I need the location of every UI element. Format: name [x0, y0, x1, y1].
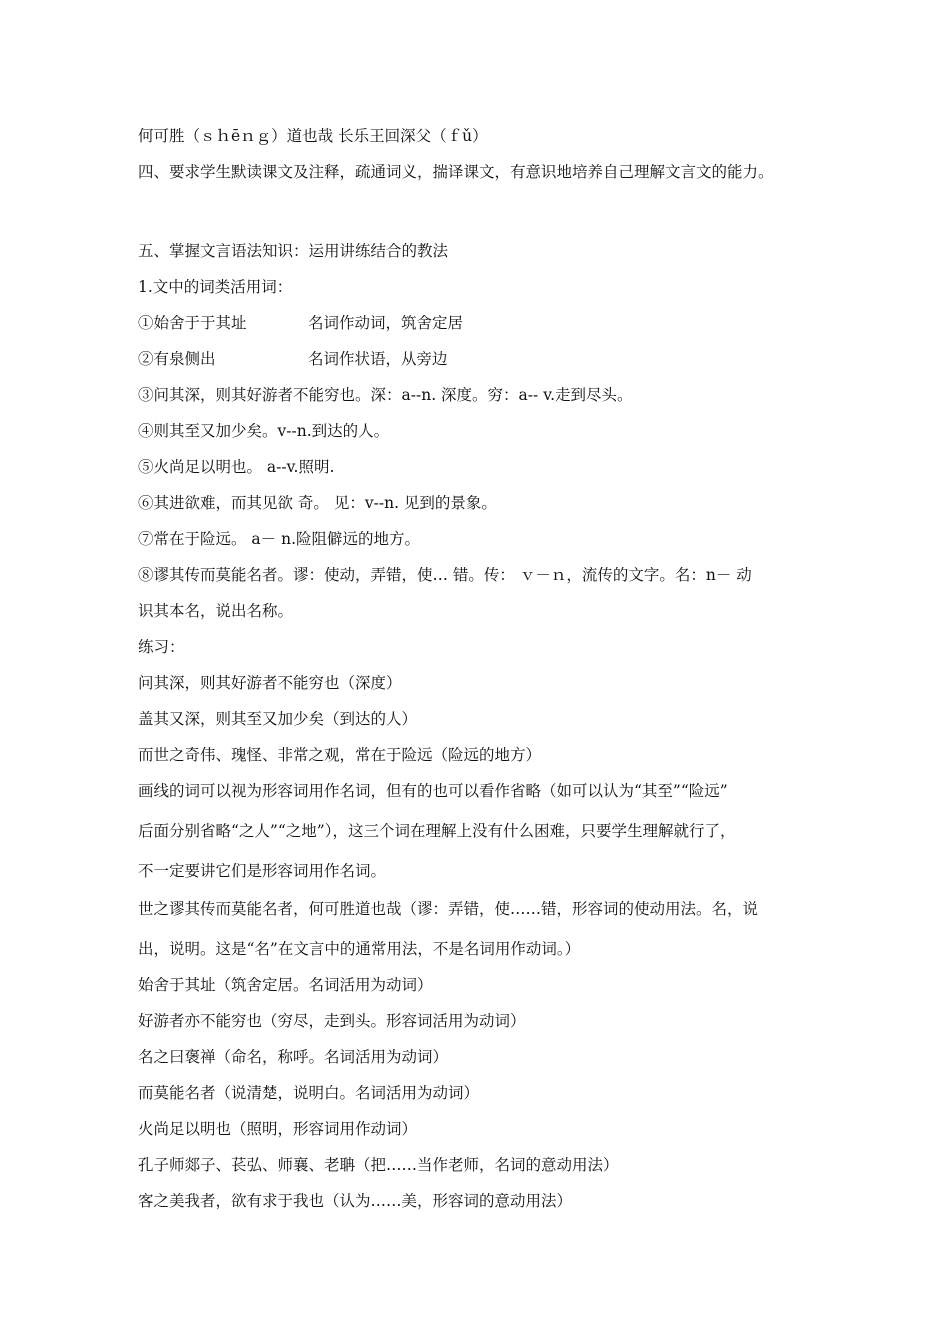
usage-item-4: ④则其至又加少矣。v--n.到达的人。	[138, 422, 390, 440]
practice-line: 盖其又深，则其至又加少矣（到达的人）	[138, 710, 418, 728]
usage-item-2	[138, 349, 216, 369]
practice-line: 火尚足以明也（照明，形容词用作动词）	[138, 1120, 418, 1138]
practice-line: 而莫能名者（说清楚，说明白。名词活用为动词）	[138, 1084, 480, 1102]
practice-line: 好游者亦不能穷也（穷尽，走到头。形容词活用为动词）	[138, 1012, 526, 1030]
usage-item-2-note: 名词作状语，从旁边	[308, 350, 448, 368]
practice-line: 问其深，则其好游者不能穷也（深度）	[138, 674, 402, 692]
pinyin-line: 何可胜（ｓｈēｎｇ）道也哉 长乐王回深父（ｆǔ）	[138, 127, 488, 145]
practice-line: 不一定要讲它们是形容词用作名词。	[138, 862, 387, 880]
practice-line: 名之曰褒禅（命名，称呼。名词活用为动词）	[138, 1048, 449, 1066]
usage-item-5: ⑤火尚足以明也。 a--v.照明.	[138, 458, 335, 476]
usage-item-1	[138, 313, 247, 333]
practice-line: 世之谬其传而莫能名者，何可胜道也哉（谬：弄错，使……错，形容词的使动用法。名，说	[138, 900, 759, 918]
usage-item-text: ②有泉侧出	[138, 350, 216, 368]
practice-label: 练习：	[138, 638, 185, 656]
practice-line: 始舍于其址（筑舍定居。名词活用为动词）	[138, 976, 433, 994]
section-4-paragraph: 四、要求学生默读课文及注释，疏通词义，揣译课文，有意识地培养自己理解文言文的能力。	[138, 163, 774, 181]
usage-item-6: ⑥其进欲难，而其见欲 奇。 见：v--n. 见到的景象。	[138, 494, 497, 512]
usage-item-8: ⑧谬其传而莫能名者。谬：使动，弄错，使… 错。传： ｖ－ｎ，流传的文字。名：n－ 动	[138, 566, 752, 584]
practice-line: 而世之奇伟、瑰怪、非常之观，常在于险远（险远的地方）	[138, 746, 542, 764]
practice-line: 孔子师郯子、苌弘、师襄、老聃（把……当作老师，名词的意动用法）	[138, 1156, 619, 1174]
usage-item-1-note: 名词作动词，筑舍定居	[308, 314, 464, 332]
practice-line: 客之美我者，欲有求于我也（认为……美，形容词的意动用法）	[138, 1192, 573, 1210]
item-1-title: 1.文中的词类活用词：	[138, 278, 293, 296]
practice-line: 后面分别省略“之人”“之地”），这三个词在理解上没有什么困难，只要学生理解就行了，	[138, 822, 736, 840]
section-5-heading: 五、掌握文言语法知识：运用讲练结合的教法	[138, 242, 449, 260]
usage-item-7: ⑦常在于险远。 a－ n.险阻僻远的地方。	[138, 530, 421, 548]
practice-line: 画线的词可以视为形容词用作名词，但有的也可以看作省略（如可以认为“其至”“险远”	[138, 782, 728, 800]
usage-item-text: ①始舍于于其址	[138, 314, 247, 332]
practice-line: 出，说明。这是“名”在文言中的通常用法，不是名词用作动词。）	[138, 940, 581, 958]
usage-item-8-continued: 识其本名，说出名称。	[138, 602, 294, 620]
usage-item-3: ③问其深，则其好游者不能穷也。深：a--n. 深度。穷：a-- v.走到尽头。	[138, 386, 633, 404]
